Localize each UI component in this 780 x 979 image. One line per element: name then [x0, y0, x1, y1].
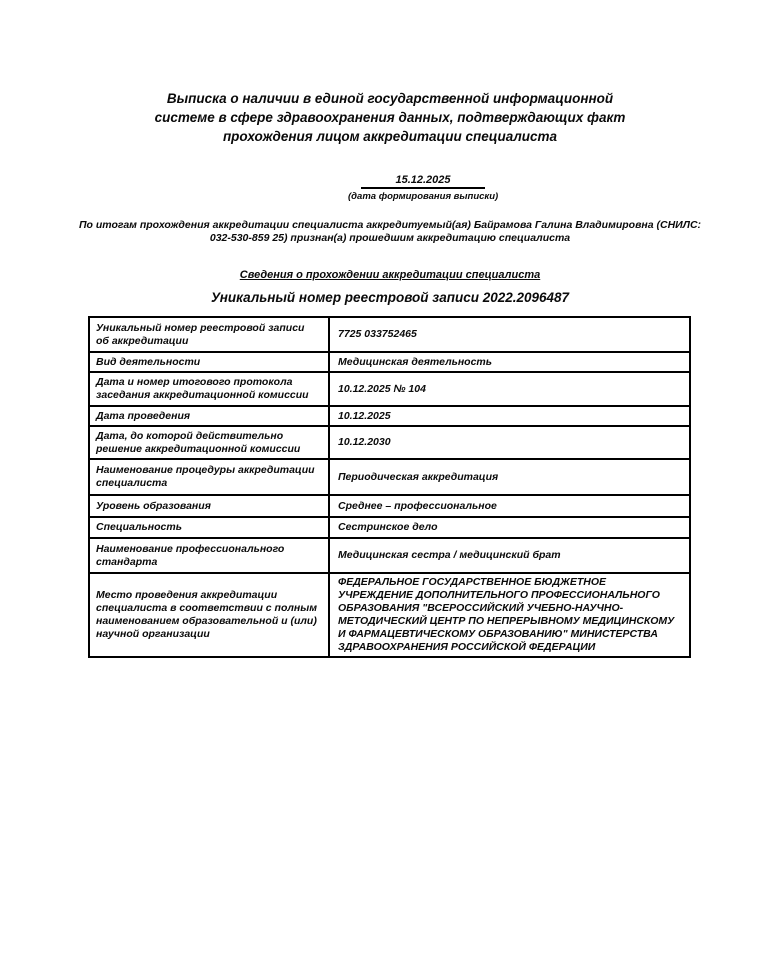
table-row — [89, 538, 690, 573]
row-value: 10.12.2030 — [329, 426, 690, 459]
summary-paragraph: По итогам прохождения аккредитации специалиста аккредитуемый(ая) Байрамова Галина Владимировна (СНИЛС: 032-530-859 25) признан(а) прошедшим аккредитацию специалиста — [78, 219, 702, 244]
row-value: 10.12.2025 — [329, 406, 690, 426]
table-row — [89, 426, 690, 459]
row-value: 10.12.2025 № 104 — [329, 372, 690, 406]
row-label: Место проведения аккредитации специалиста в соответствии с полным наименованием образовательной и (или) научной организации — [89, 573, 329, 657]
row-label: Вид деятельности — [89, 352, 329, 372]
row-value: Периодическая аккредитация — [329, 459, 690, 495]
issue-date-caption: (дата формирования выписки) — [348, 191, 499, 202]
row-value: ФЕДЕРАЛЬНОЕ ГОСУДАРСТВЕННОЕ БЮДЖЕТНОЕ УЧРЕЖДЕНИЕ ДОПОЛНИТЕЛЬНОГО ПРОФЕССИОНАЛЬНОГО ОБРАЗОВАНИЯ "ВСЕРОССИЙСКИЙ УЧЕБНО-НАУЧНО-МЕТОДИЧЕСКИЙ ЦЕНТР ПО НЕПРЕРЫВНОМУ МЕДИЦИНСКОМУ И ФАРМАЦЕВТИЧЕСКОМУ ОБРАЗОВАНИЮ" МИНИСТЕРСТВА ЗДРАВООХРАНЕНИЯ РОССИЙСКОЙ ФЕДЕРАЦИИ — [329, 573, 690, 657]
row-label: Дата, до которой действительно решение аккредитационной комиссии — [89, 426, 329, 459]
row-label: Уникальный номер реестровой записи об аккредитации — [89, 317, 329, 352]
row-label: Дата и номер итогового протокола заседания аккредитационной комиссии — [89, 372, 329, 406]
row-label: Дата проведения — [89, 406, 329, 426]
row-value: Среднее – профессиональное — [329, 495, 690, 517]
table-row — [89, 573, 690, 657]
table-row — [89, 495, 690, 517]
document-title — [60, 89, 720, 146]
row-value: Медицинская деятельность — [329, 352, 690, 372]
row-label: Наименование процедуры аккредитации специалиста — [89, 459, 329, 495]
row-label: Наименование профессионального стандарта — [89, 538, 329, 573]
issue-date-block — [348, 170, 498, 202]
document-title-line: прохождения лицом аккредитации специалиста — [222, 129, 558, 144]
row-value: 7725 033752465 — [329, 317, 690, 352]
table-row — [89, 459, 690, 495]
issue-date: 15.12.2025 — [361, 174, 485, 189]
registry-heading: Уникальный номер реестровой записи 2022.2096487 — [210, 290, 570, 305]
row-value: Сестринское дело — [329, 517, 690, 538]
table-row — [89, 317, 690, 352]
accreditation-table — [88, 316, 691, 658]
table-row — [89, 406, 690, 426]
row-label: Специальность — [89, 517, 329, 538]
row-label: Уровень образования — [89, 495, 329, 517]
table-row — [89, 352, 690, 372]
row-value: Медицинская сестра / медицинский брат — [329, 538, 690, 573]
table-row — [89, 372, 690, 406]
section-heading: Сведения о прохождении аккредитации специалиста — [239, 269, 541, 281]
document-page — [0, 89, 780, 979]
table-row — [89, 517, 690, 538]
document-title-line: системе в сфере здравоохранения данных, подтверждающих факт — [154, 110, 626, 125]
document-title-line: Выписка о наличии в единой государственной информационной — [166, 91, 614, 106]
